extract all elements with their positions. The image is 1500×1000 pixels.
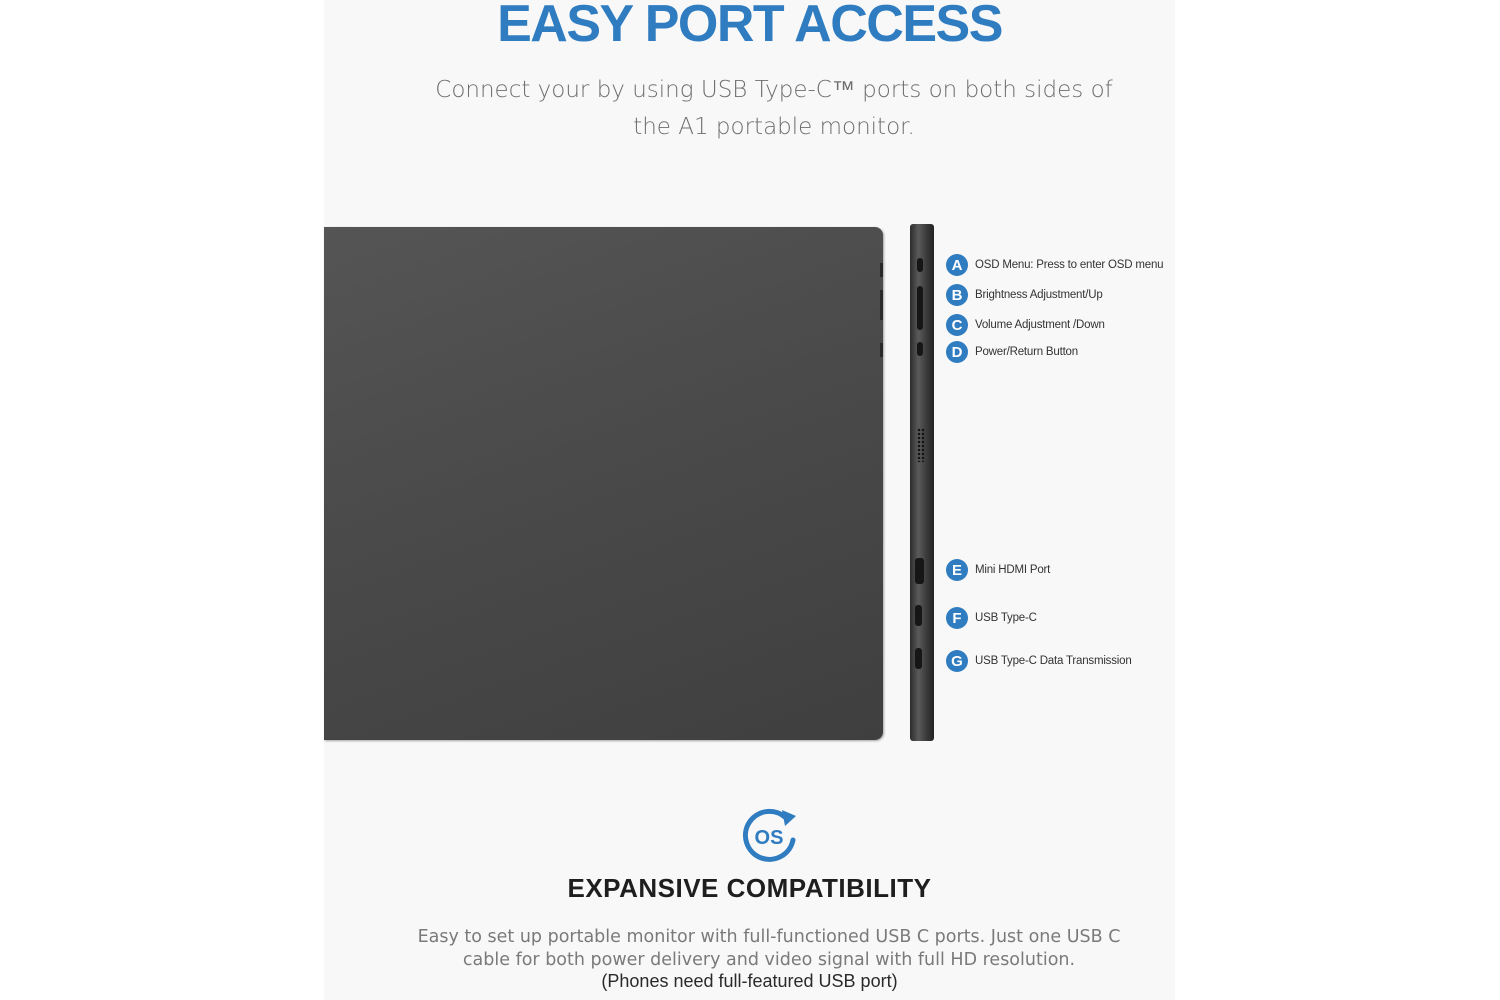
page-title: EASY PORT ACCESS bbox=[497, 0, 1002, 53]
callout-volume bbox=[946, 314, 1105, 336]
callout-badge: E bbox=[946, 559, 968, 581]
callout-label: Mini HDMI Port bbox=[975, 564, 1051, 576]
compatibility-description bbox=[404, 926, 1134, 972]
page-subtitle bbox=[424, 72, 1124, 146]
monitor-side-button bbox=[880, 290, 883, 320]
monitor-side-button bbox=[880, 263, 883, 277]
osd-button-shape bbox=[917, 258, 923, 272]
monitor-back-image bbox=[324, 227, 883, 740]
callout-mini-hdmi bbox=[946, 559, 1050, 581]
speaker-grille bbox=[917, 428, 925, 462]
callout-badge: F bbox=[946, 607, 968, 629]
callout-badge: A bbox=[946, 254, 968, 276]
monitor-side-button bbox=[880, 343, 883, 357]
callout-usb-c-data bbox=[946, 650, 1132, 672]
callout-usb-c bbox=[946, 607, 1037, 629]
compatibility-note: (Phones need full-featured USB port) bbox=[601, 971, 898, 991]
mini-hdmi-port-shape bbox=[915, 558, 924, 584]
callout-osd-menu bbox=[946, 254, 1163, 276]
callout-label: USB Type-C Data Transmission bbox=[975, 655, 1132, 667]
callout-brightness bbox=[946, 284, 1103, 306]
callout-badge: B bbox=[946, 284, 968, 306]
subtitle-line-1: Connect your by using USB Type-C™ ports on both sides of bbox=[435, 77, 1113, 103]
callout-badge: C bbox=[946, 314, 968, 336]
description-line-2: cable for both power delivery and video signal with full HD resolution. bbox=[462, 950, 1076, 970]
os-icon-text: OS bbox=[754, 827, 784, 849]
os-refresh-icon bbox=[738, 806, 800, 868]
callout-badge: D bbox=[946, 341, 968, 363]
callout-label: Brightness Adjustment/Up bbox=[975, 289, 1103, 301]
rocker-button-shape bbox=[917, 286, 923, 330]
callout-label: Volume Adjustment /Down bbox=[975, 319, 1105, 331]
description-line-1: Easy to set up portable monitor with full-functioned USB C ports. Just one USB C bbox=[417, 927, 1121, 947]
callout-label: USB Type-C bbox=[975, 612, 1037, 624]
callout-badge: G bbox=[946, 650, 968, 672]
callout-power bbox=[946, 341, 1078, 363]
section-title: EXPANSIVE COMPATIBILITY bbox=[567, 873, 932, 903]
subtitle-line-2: the A1 portable monitor. bbox=[633, 114, 915, 140]
usb-c-data-port-shape bbox=[915, 648, 922, 669]
usb-c-port-shape bbox=[915, 605, 922, 626]
power-button-shape bbox=[917, 342, 923, 356]
callout-label: Power/Return Button bbox=[975, 346, 1078, 358]
callout-label: OSD Menu: Press to enter OSD menu bbox=[975, 259, 1164, 271]
